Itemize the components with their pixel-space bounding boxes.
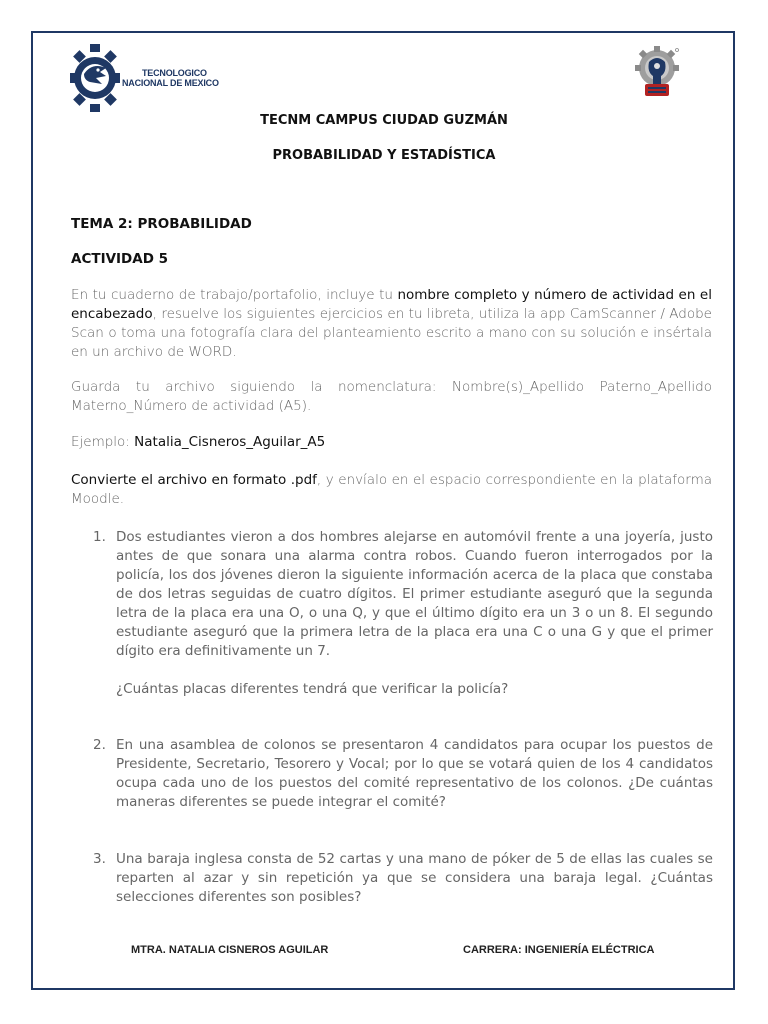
- gear-eagle-logo-icon: [70, 44, 120, 112]
- exercise-text: Una baraja inglesa consta de 52 cartas y una mano de póker de 5 de ellas las cuales se reparten al azar y sin repetición ya que se considera una baraja legal. ¿Cuántas selecciones diferentes son posibles?: [116, 851, 713, 905]
- logo-line-2: NACIONAL DE MEXICO: [122, 78, 219, 88]
- campus-gear-head-icon: [633, 44, 683, 100]
- campus-logo: [633, 44, 683, 100]
- page-border: [31, 31, 735, 990]
- instructions-example: [71, 433, 712, 452]
- instructions-paragraph-2: Guarda tu archivo siguiendo la nomenclatura: Nombre(s)_Apellido Paterno_Apellido Materno_Número de actividad (A5).: [71, 379, 712, 414]
- exercise-text: En una asamblea de colonos se presentaron 4 candidatos para ocupar los puestos de Presidente, Secretario, Tesorero y Vocal; por lo que se votará quien de los 4 candidatos ocupa cada uno de los puestos del comité representativo de los colonos. ¿De cuántas maneras diferentes se puede integrar el comité?: [116, 737, 713, 810]
- subject-title: PROBABILIDAD Y ESTADÍSTICA: [272, 148, 496, 163]
- exercise-question: ¿Cuántas placas diferentes tendrá que verificar la policía?: [116, 681, 509, 697]
- p4-emphasis: Convierte el archivo en formato .pdf: [71, 472, 317, 488]
- example-label: Ejemplo:: [71, 434, 135, 450]
- footer-teacher: MTRA. NATALIA CISNEROS AGUILAR: [131, 944, 329, 956]
- exercise-text: Dos estudiantes vieron a dos hombres alejarse en automóvil frente a una joyería, justo antes de que sonara una alarma contra robos. Cuando fueron interrogados por la policía, los dos jóvenes dieron la siguiente información acerca de la placa que constaba de dos letras seguidas de cuatro dígitos. El primer estudiante aseguró que la segunda letra de la placa era una O, o una Q, y que el último dígito era un 3 o un 8. El segundo estudiante aseguró que la primera letra de la placa era una C o una G y que el primer dígito era definitivamente un 7.: [116, 529, 713, 659]
- logo-line-1: TECNOLOGICO: [142, 68, 207, 78]
- exercise-number: 2.: [93, 737, 106, 753]
- example-filename: Natalia_Cisneros_Aguilar_A5: [134, 434, 326, 450]
- p1-text-a: En tu cuaderno de trabajo/portafolio, incluye tu: [71, 287, 398, 303]
- p1-emphasis: nombre completo y número de actividad en el encabezado: [71, 287, 712, 322]
- tecnm-logo: [70, 44, 280, 114]
- activity-heading: ACTIVIDAD 5: [71, 251, 169, 267]
- instructions-paragraph-1: [71, 286, 712, 362]
- topic-heading: TEMA 2: PROBABILIDAD: [71, 216, 252, 232]
- p1-text-c: , resuelve los siguientes ejercicios en tu libreta, utiliza la app CamScanner / Adobe Scan o toma una fotografía clara del planteamiento escrito a mano con su solución e insértala en un archivo de WORD.: [71, 306, 712, 360]
- exercise-number: 3.: [93, 851, 106, 867]
- footer-career: CARRERA: INGENIERÍA ELÉCTRICA: [463, 944, 655, 956]
- tecnm-logo-text: [122, 68, 219, 88]
- campus-title: TECNM CAMPUS CIUDAD GUZMÁN: [260, 113, 508, 128]
- instructions-paragraph-4: [71, 471, 712, 509]
- exercise-number: 1.: [93, 529, 106, 545]
- p4-text: , y envíalo en el espacio correspondiente en la plataforma Moodle.: [71, 472, 712, 507]
